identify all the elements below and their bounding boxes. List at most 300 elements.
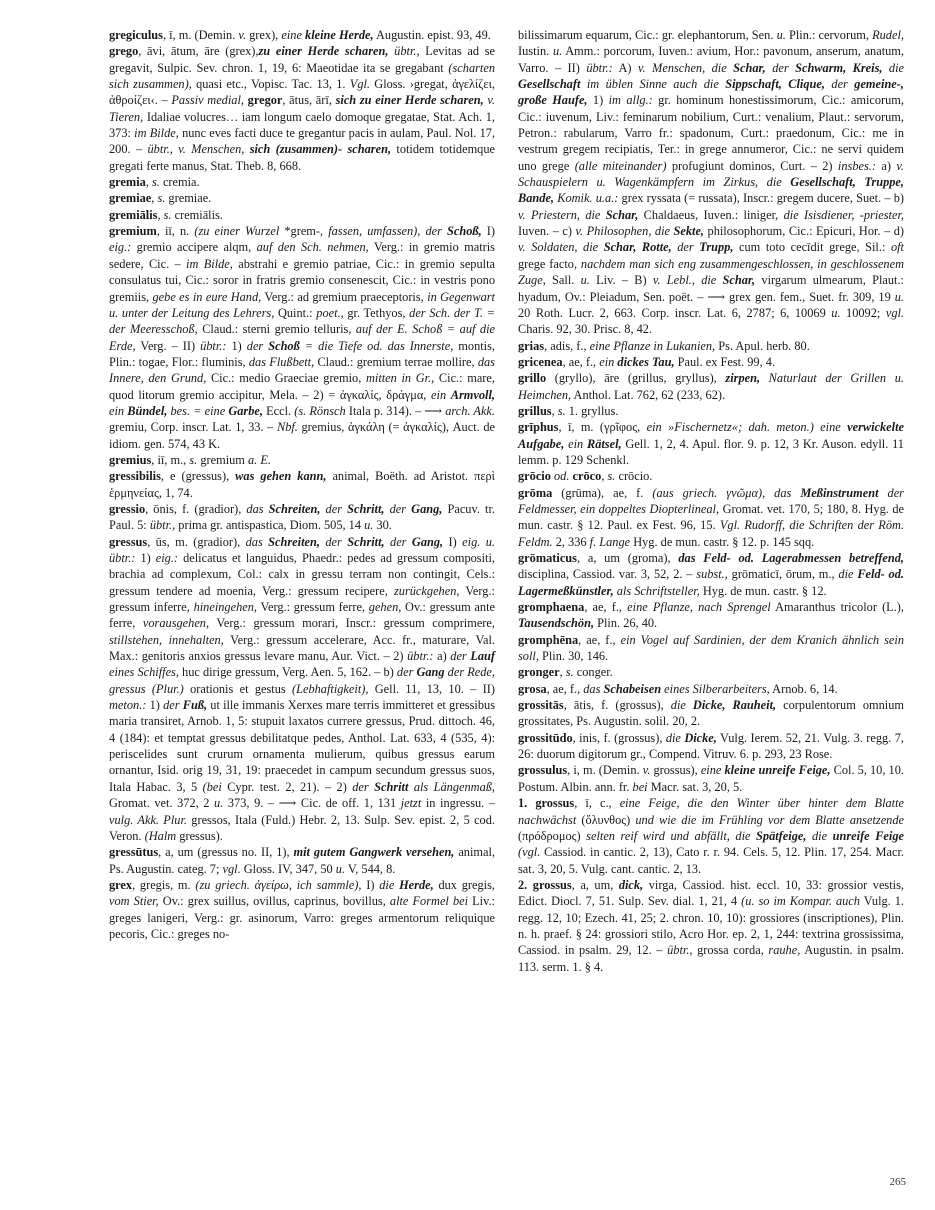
dictionary-entry <box>109 43 495 174</box>
dictionary-entry <box>109 877 495 942</box>
entry-text: , iī, m., <box>151 452 190 467</box>
entry-text: der Sch. der T. = der Meeresschoß, <box>109 305 495 337</box>
entry-text: Verg. – II) <box>135 338 201 353</box>
headword: gressus <box>109 534 148 549</box>
entry-text: Gesellschaft <box>518 77 581 92</box>
entry-text: als Längenmaß, <box>408 779 495 794</box>
entry-text: , ae, f., <box>562 354 600 369</box>
entry-text: Schar, Rotte, <box>603 240 672 255</box>
headword: gressibilis <box>109 469 161 484</box>
entry-text: Nbf. <box>276 420 298 435</box>
entry-text: Lauf <box>470 649 495 664</box>
entry-text: I) <box>443 534 463 549</box>
entry-text: eines Schiffes, <box>109 665 179 680</box>
entry-text: Arnob. 6, 14. <box>769 681 838 696</box>
entry-text: , <box>151 191 158 206</box>
entry-text: Gloss. ›gregat, ἀγελίζει, ἀθροίζει‹. – <box>109 77 495 108</box>
dictionary-entry <box>518 338 904 354</box>
entry-text: auf den Sch. nehmen, <box>256 240 369 255</box>
entry-text: (scharten sich zusammen), <box>109 60 495 92</box>
entry-text: 2, 336 <box>552 534 590 549</box>
dictionary-entry <box>109 844 495 877</box>
entry-text: V, 544, 8. <box>345 861 396 876</box>
entry-text: nunc eves facti duce te gregantur pacis in aulam, Paul. Nol. 17, 200. – <box>109 126 495 157</box>
entry-text: v. Menschen, die <box>637 60 734 75</box>
entry-text: gressus (Plur.) <box>109 681 184 696</box>
entry-text: , <box>551 403 558 418</box>
entry-text: virga, Cassiod. hist. eccl. 10, 33: grossior vestis, Edict. Diocl. 7, 51. Sulp. Sev. dial. 1, 21, 4 <box>518 877 904 909</box>
entry-text: die <box>379 877 400 892</box>
dictionary-entry <box>109 207 495 223</box>
entry-text: (bei <box>202 779 222 794</box>
entry-text: u. <box>214 796 224 811</box>
entry-text: Schreiten, <box>268 534 320 549</box>
entry-text: rauhe, <box>768 943 801 958</box>
entry-text: Hyg. de mun. castr. § 12. <box>699 583 827 598</box>
entry-text: s. <box>189 452 198 467</box>
entry-text: I) <box>361 877 380 892</box>
entry-text: u. <box>580 273 590 288</box>
entry-text: vgl. <box>885 305 905 320</box>
entry-text: der <box>671 240 700 255</box>
entry-text: grex), <box>246 28 282 42</box>
entry-text: Anthol. Lat. 762, 62 (233, 62). <box>571 387 726 402</box>
entry-text: , <box>601 469 608 484</box>
entry-text: 10092; <box>840 305 886 320</box>
entry-text: als Schriftsteller, <box>613 583 700 598</box>
entry-text: Garbe, <box>228 403 263 418</box>
headword: grex <box>109 877 133 892</box>
entry-text: 1) <box>226 338 247 353</box>
dictionary-entry <box>518 354 904 370</box>
dictionary-entry <box>109 174 495 190</box>
entry-text: der <box>246 338 269 353</box>
entry-text: , inis, f. (grossus), <box>572 730 666 745</box>
entry-text: Sippschaft, Clique, <box>725 77 825 92</box>
entry-text: , iī, n. <box>156 224 195 239</box>
entry-text: Liv.: greges lanigeri, Verg.: gr. asinorum, Varro: greges armentorum reliquique pecoris, Cic.: greges no- <box>109 894 495 941</box>
entry-text: Gang, <box>411 534 444 549</box>
entry-text: Schritt <box>374 779 409 794</box>
entry-text: Cassiod. in cantic. 2, 13), Cato r. r. 94. Cels. 5, 12. Plin. 17, 254. Macr. sat. 3, 20, 5. Vulg. cant. cantic. 2, 13. <box>518 845 904 876</box>
entry-text: der <box>352 779 375 794</box>
entry-text: , ī, m. (Demin. <box>162 28 239 42</box>
entry-text: und wie die im Frühling vor dem Blatte ansetzende <box>635 812 904 827</box>
entry-text: 373, 9. – ⟶ Cic. de off. 1, 131 <box>223 796 401 811</box>
dictionary-entry <box>518 877 904 975</box>
entry-text: übtr., <box>149 518 176 533</box>
entry-text: quasi etc., Vopisc. Tac. 13, 1. <box>191 77 350 92</box>
entry-text: poet., <box>316 305 344 320</box>
entry-text: der Feldmesser, ein doppeltes Diopterlineal, <box>518 485 904 516</box>
entry-text: die <box>670 698 693 713</box>
headword: grōcio <box>518 469 551 484</box>
entry-text: sich (zusammen)- scharen, <box>249 142 392 157</box>
entry-text: Vgl. <box>349 77 371 92</box>
headword: grillo <box>518 371 547 386</box>
entry-text: Pacuv. tr. Paul. 5: <box>109 501 495 533</box>
dictionary-entry <box>518 550 904 599</box>
entry-text: der <box>384 501 412 516</box>
entry-text: der Rede, <box>444 665 495 680</box>
entry-text: im Bilde, <box>134 126 179 141</box>
entry-text: Verg.: gressum morari, Inscr.: gressum comprimere, <box>209 616 495 631</box>
entry-text: ein <box>599 354 618 369</box>
entry-text: in ingressu. – <box>421 796 496 811</box>
entry-text: , ae, f., <box>578 632 621 647</box>
page-number: 265 <box>889 1176 906 1188</box>
dictionary-entry <box>518 599 904 632</box>
entry-text: selten reif wird und abfällt, die <box>586 828 757 843</box>
entry-text: arch. Akk. <box>445 403 495 418</box>
entry-text: Schabeisen <box>603 681 662 696</box>
entry-text: cremiālis. <box>171 207 223 222</box>
entry-text: meton.: <box>109 698 147 713</box>
dictionary-entry <box>109 534 495 845</box>
entry-text: ein <box>431 387 451 402</box>
entry-text: a. E. <box>248 452 271 467</box>
headword: gromphēna <box>518 632 579 647</box>
entry-text: v. Lebl., die <box>652 273 723 288</box>
entry-text: Gell. 1, 2, 4. Apul. flor. 9. p. 12, 3 Kr. Auson. edyll. 11 lemm. p. 129 Schenkl. <box>518 436 904 467</box>
entry-text: delicatus et languidus, Phaedr.: pedes ad gressum compositi, brachia ad complexum, Col.: calx in gressu terram non contingit, Cels.: gressum tendere ad moenia, Verg.: gressum recipere, <box>109 551 495 598</box>
entry-text: s. <box>607 469 616 484</box>
entry-text: Levitas ad se gregavit, Sulpic. Sev. chron. 1, 19, 6: Maeotidae ita se gregabant <box>109 44 495 75</box>
dictionary-entry <box>518 370 904 403</box>
entry-text: Schoß, <box>447 224 482 239</box>
entry-text: gremiu, Corp. inscr. Lat. 1, 33. – <box>109 420 277 435</box>
entry-text: Sall. <box>545 273 581 288</box>
entry-text: Vgl. Rudorff, die Schriften der Röm. Feldm. <box>518 518 904 549</box>
headword: grego <box>109 44 139 59</box>
dictionary-entry <box>109 501 495 534</box>
entry-text: Cypr. test. 2, 21). – 2) <box>221 779 353 794</box>
headword: gronger <box>518 665 560 680</box>
entry-text: zurückgehen, <box>393 583 460 598</box>
entry-text: , ātis, f. (grossus), <box>563 698 671 713</box>
dictionary-entry <box>518 27 904 338</box>
entry-text: s. <box>151 175 160 190</box>
entry-text: , ī, c., <box>574 796 620 811</box>
headword: gremium <box>109 224 157 239</box>
entry-text: hineingehen, <box>193 600 257 615</box>
entry-text: , ūs, m. (gradior), <box>147 534 246 549</box>
entry-text: Verg.: gressum inferre, <box>109 583 495 615</box>
entry-text: verwickelte Aufgabe, <box>518 420 905 451</box>
entry-text: Vulg. Ierem. 52, 21. Vulg. 3. regg. 7, 26: duorum digitorum gr., Compend. Vitruv. 6. p. 293, 23 Rose. <box>518 730 904 762</box>
entry-text: Dicke, Rauheit, <box>692 698 777 713</box>
entry-text: Plin. 30, 146. <box>538 649 609 664</box>
entry-text: , adis, f., <box>544 338 590 353</box>
entry-text: (ὄλυνθος) <box>581 812 636 827</box>
entry-text: v. Schauspielern u. Wagenkämpfern im Zirkus, die <box>518 158 904 190</box>
entry-text: der <box>396 665 417 680</box>
entry-text: eig.: <box>109 240 132 255</box>
entry-text: ein <box>109 403 128 418</box>
entry-text: , <box>157 207 164 222</box>
dictionary-entry <box>518 762 904 795</box>
entry-text: das <box>245 534 269 549</box>
entry-text: die <box>882 60 905 75</box>
entry-text: gremiae. <box>165 191 212 206</box>
right-column <box>518 27 904 975</box>
headword: 1. grossus <box>518 796 575 811</box>
entry-text: ut ille immanis Xerxes mare terris immitteret et gressibus maria transiret, Arnob. 1, 5: stupuit laxatos currere gressus, Prud. dittoch. 46, 4 (184): et temptat gressus debilitatque pedes, Anthol. Lat. 633, 4 (535, 4): periscelides sunt crurum ornamenta mulierum, quibus gressus earum ornantur, Isid. orig 19, 31, 19: praecedet in campum secundum gressus suos, Itala Habac. 3, 5 <box>109 698 495 794</box>
entry-text: (u. so im Kompar. auch <box>741 894 860 909</box>
entry-text: der <box>450 649 471 664</box>
entry-text: (zu griech. ἀγείρω, ich sammle), <box>195 877 362 892</box>
entry-text: jetzt <box>400 796 422 811</box>
entry-text: Dicke, <box>684 730 717 745</box>
entry-text: dick, <box>618 877 644 892</box>
entry-text: v. <box>238 28 247 42</box>
entry-text: , e (gressus), <box>160 469 236 484</box>
entry-text: u. <box>335 861 346 876</box>
entry-text: (Lebhaftigkeit), <box>292 681 369 696</box>
entry-text: gemeine-, große Haufe, <box>518 77 904 108</box>
entry-text: Verg.: ad gremium praeceptoris, <box>261 289 428 304</box>
entry-text: u. <box>364 518 374 533</box>
entry-text: Schoß <box>268 338 300 353</box>
entry-text: grōmaticī, ōrum, m., <box>727 567 839 582</box>
dictionary-entry <box>518 730 904 763</box>
entry-text: s. <box>157 191 166 206</box>
headword: gremiālis <box>109 207 158 222</box>
entry-text: v. Philosophen, die <box>575 224 674 239</box>
entry-text: Iuven. – c) <box>518 224 576 239</box>
entry-text: (s. Rönsch <box>294 403 346 418</box>
entry-text: oft <box>890 240 904 255</box>
entry-text: mit gutem Gangwerk versehen, <box>293 845 455 860</box>
entry-text: Gromat. vet. 170, 5; 180, 8. Hyg. de mun. castr. § 12. Paul. ex Fest. 96, 15. <box>518 501 904 533</box>
entry-text: Schwarm, Kreis, <box>795 60 883 75</box>
entry-text: , āvi, ātum, āre (grex), <box>138 44 259 59</box>
entry-text: Paul. ex Fest. 99, 4. <box>674 354 776 369</box>
entry-text: alte Formel bei <box>389 894 469 909</box>
entry-text: subst., <box>696 567 728 582</box>
headword: gregiculus <box>109 28 163 42</box>
headword: gremiae <box>109 191 152 206</box>
entry-text: Schar, <box>733 60 766 75</box>
entry-text: animal, Ps. Augustin. categ. 7; <box>109 845 495 876</box>
entry-text: gehen, <box>368 600 402 615</box>
entry-text: totidem totidemque gregati ferte manus, Stat. Theb. 8, 668. <box>109 142 495 173</box>
entry-text: der <box>163 698 183 713</box>
entry-text: bes. = eine <box>167 403 229 418</box>
entry-text: Gloss. IV, 347, 50 <box>240 861 336 876</box>
entry-text: v. <box>642 763 651 778</box>
entry-text: vulg. Akk. Plur. <box>109 812 187 827</box>
dictionary-entry <box>109 468 495 501</box>
entry-text: Verg.: in gremio matris sedere, Cic. – <box>109 240 495 271</box>
entry-text: prima gr. antispastica, Diom. 505, 14 <box>175 518 365 533</box>
headword: grossitūdo <box>518 730 573 745</box>
entry-text: übtr., v. Menschen, <box>147 142 250 157</box>
entry-text: (alle miteinander) <box>574 158 667 173</box>
headword: gremia <box>109 175 146 190</box>
entry-text: Meßinstrument <box>800 485 879 500</box>
headword: grias <box>518 338 545 353</box>
headword: gremius <box>109 452 152 467</box>
dictionary-entry <box>518 681 904 697</box>
entry-text: 30. <box>373 518 392 533</box>
entry-text: das Feld- od. Lagerabmessen betreffend, <box>678 551 904 565</box>
entry-text: (zu einer Wurzel <box>194 224 285 239</box>
entry-text: unreife Feige <box>832 828 904 843</box>
entry-text: Augustin. epist. 93, 49. <box>373 28 491 42</box>
entry-text: Verg.: gressum ferre, <box>256 600 369 615</box>
entry-text: das Flußbett, <box>248 354 315 369</box>
entry-text: grossus), <box>650 763 701 778</box>
entry-text: dux gregis, <box>433 877 495 892</box>
entry-text: Itala p. 314). – ⟶ <box>345 403 446 418</box>
entry-text: kleine unreife Feige, <box>724 763 831 778</box>
entry-text: , ātus, ārī, <box>282 93 336 108</box>
entry-text: Claud.: sterni gremio telluris, <box>197 322 356 337</box>
entry-text: Armvoll, <box>450 387 495 402</box>
entry-text: gressus). <box>176 828 223 843</box>
entry-text: Iustin. <box>518 44 553 59</box>
entry-text: eine <box>281 28 306 42</box>
entry-text: ein Vogel auf Sardinien, der dem Kranich ähnlich sein soll, <box>518 632 904 664</box>
entry-text: s. <box>565 665 574 680</box>
entry-text: gremium <box>197 452 248 467</box>
entry-text: 1. gryllus. <box>565 403 619 418</box>
entry-text: A) <box>612 60 638 75</box>
entry-text: abstrahi e gremio patriae, Cic.: in gremio sepulta consulatus tui, Cic.: soror in fratris gremio consenescit, Cic.: in vestris pono gremiis, <box>109 256 495 304</box>
entry-text: animal, Boëth. ad Aristot. περὶ ἑρμηνείας, 1, 74. <box>109 469 495 500</box>
entry-text: 1) <box>587 93 609 108</box>
entry-text: die Isisdiener, -priester, <box>783 207 904 222</box>
headword: grosa <box>518 681 547 696</box>
entry-text: crōco <box>572 469 602 484</box>
entry-text: übtr.: <box>586 60 613 75</box>
headword: grillus <box>518 403 552 418</box>
entry-text: auf der E. Schoß = auf die Erde, <box>109 322 496 353</box>
headword: gressio <box>109 501 146 516</box>
entry-text: , a, um (gressus no. II, 1), <box>158 845 294 860</box>
entry-text: Naturlaut der Grillen u. Heimchen, <box>518 371 904 402</box>
entry-text: v. Priestern, die <box>518 207 606 222</box>
entry-text: zu einer Herde scharen, <box>258 44 389 59</box>
entry-text: die <box>665 730 685 745</box>
entry-text: *grem-, <box>284 224 329 239</box>
entry-text: Gang, <box>411 501 443 516</box>
entry-text: das <box>246 501 269 516</box>
dictionary-entry <box>518 632 904 665</box>
entry-text: vgl. <box>222 861 241 876</box>
entry-text: fassen, umfassen), <box>328 224 421 239</box>
entry-text: virgarum ulmearum, Plaut.: hyadum, Ov.: Pleiadum, Sen. poët. – ⟶ grex gen. fem., Suet. fr. 309, 19 <box>518 273 904 304</box>
entry-text: Ov.: grex suillus, ovillus, caprinus, bovillus, <box>158 894 390 909</box>
entry-text: v. Soldaten, die <box>518 240 604 255</box>
entry-text: profugiunt dominos, Curt. – 2) <box>666 158 838 173</box>
entry-text: 1) <box>135 551 156 565</box>
entry-text: orationis et gestus <box>183 681 292 696</box>
entry-text: mitten in Gr., <box>365 371 435 386</box>
entry-text: gressos, Itala (Fuld.) Hebr. 2, 13. Sulp. Sev. epist. 2, 5 cod. Veron. <box>109 812 495 843</box>
entry-text: (Halm <box>144 828 177 843</box>
entry-text: Schar, <box>605 207 639 222</box>
entry-text: u. <box>552 44 563 59</box>
entry-text: conger. <box>573 665 613 680</box>
entry-text: Rudel, <box>872 28 904 42</box>
entry-text: Schritt, <box>347 534 385 549</box>
headword: gressūtus <box>109 845 159 860</box>
entry-text: zirpen, <box>725 371 761 386</box>
entry-text: Plin. 26, 40. <box>594 616 658 631</box>
entry-text: Plin.: cervorum, <box>785 28 873 42</box>
entry-text: 1) <box>146 698 164 713</box>
entry-text: gremius, ἀγκάλη (= ἀγκαλίς), Auct. de idiom. gen. 574, 43 K. <box>109 420 495 451</box>
entry-text: Vulg. 1. regg. 12, 10; Ezech. 41, 25; 2. chron. 10, 10): grossiores (inscriptiones), Plin. n. h. praef. § 24: grossiori stilo, Acro Hor. ep. 2, 1, 244: textrina grossissima, Cassiod. in psalm. 29, 12. – <box>518 894 905 958</box>
entry-text: Chaldaeus, Iuven.: liniger, <box>638 207 784 222</box>
entry-text: montis, Plin.: togae, Flor.: fluminis, <box>109 338 495 369</box>
entry-text: die <box>838 567 858 582</box>
entry-text: dickes Tau, <box>617 354 675 369</box>
entry-text: Passiv medial, <box>171 93 244 108</box>
entry-text: übtr., <box>667 943 693 958</box>
entry-text: Liv. – B) <box>589 273 653 288</box>
entry-text: s. <box>557 403 566 418</box>
entry-text: im allg.: <box>608 93 653 108</box>
entry-text: crōcio. <box>615 469 653 484</box>
entry-text: Quint.: <box>274 305 317 320</box>
entry-text: Gesellschaft, Truppe, Bande, <box>518 175 904 206</box>
entry-text: der <box>765 60 796 75</box>
entry-text: Bündel, <box>127 403 168 418</box>
dictionary-entry <box>518 697 904 730</box>
entry-text: eine Feige, die den Winter über hinter dem Blatte nachwächst <box>518 796 905 827</box>
entry-text: grex ryssata (= russata), Inscr.: gregem ducere, Suet. – b) <box>618 191 904 206</box>
entry-text: der <box>420 224 448 239</box>
entry-text: Herde, <box>399 877 434 892</box>
entry-text: I) <box>481 224 495 239</box>
entry-text: nachdem man sich eng zusammengeschlossen, in geschlossenem Zuge, <box>518 256 904 288</box>
entry-text: bei <box>632 779 648 794</box>
entry-text: , a, um (groma), <box>576 551 679 565</box>
entry-text: v. Tieren, <box>109 93 496 124</box>
entry-text: Sekte, <box>673 224 705 239</box>
entry-text: Gell. 11, 13, 10. – II) <box>368 681 495 696</box>
entry-text: Spätfeige, <box>756 828 807 843</box>
entry-text: bilissimarum equarum, Cic.: gr. elephantorum, Sen. <box>518 28 777 42</box>
entry-text: Charis. 92, 30. Prisc. 8, 42. <box>518 322 653 337</box>
entry-text: was gehen kann, <box>235 469 327 484</box>
entry-text: u. <box>894 289 904 304</box>
entry-text: , <box>559 665 566 680</box>
entry-text: , ōnis, f. (gradior), <box>145 501 247 516</box>
entry-text: Schreiten, <box>268 501 321 516</box>
headword: grossitās <box>518 698 564 713</box>
entry-text: Macr. sat. 3, 20, 5. <box>647 779 743 794</box>
entry-text: das Innere, den Grund, <box>109 354 495 386</box>
headword: grōmaticus <box>518 551 577 565</box>
entry-text: der <box>319 534 348 549</box>
headword: 2. grossus <box>518 877 572 892</box>
left-column <box>109 27 495 942</box>
entry-text: der <box>320 501 348 516</box>
entry-text: Hyg. de mun. castr. § 12. p. 145 sqq. <box>630 534 815 549</box>
dictionary-entry <box>518 795 904 877</box>
entry-text: a) <box>875 158 897 173</box>
dictionary-entry <box>109 27 495 43</box>
entry-text: der <box>824 77 855 92</box>
entry-text: Gang <box>416 665 445 680</box>
entry-text: Fuß, <box>182 698 208 713</box>
entry-text: Amm.: porcorum, Iuven.: avium, Hor.: pavonum, anserum, anatum, Varro. – II) <box>518 44 904 75</box>
entry-text: Ps. Apul. herb. 80. <box>715 338 810 353</box>
